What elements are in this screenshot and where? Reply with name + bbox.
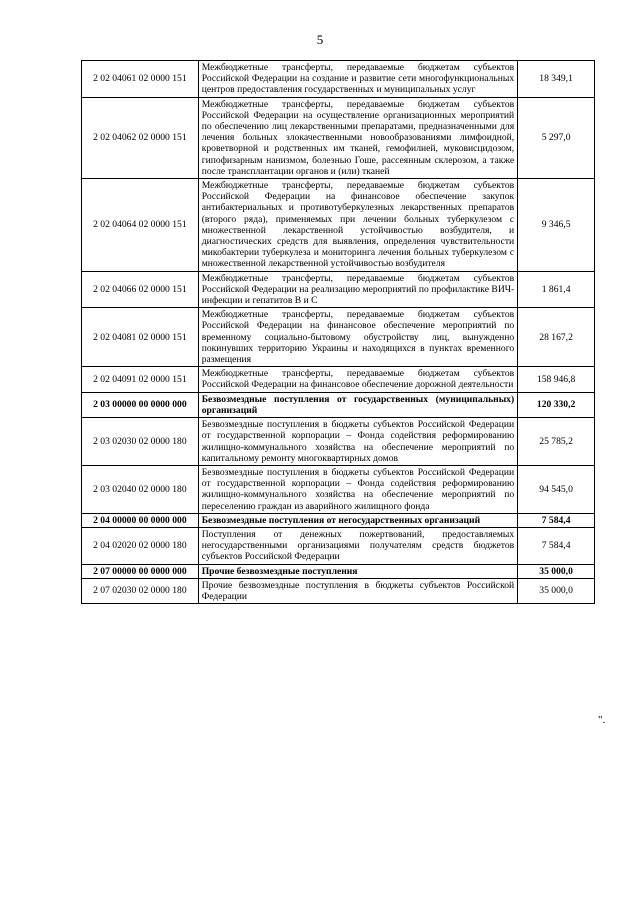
budget-code-cell: 2 03 02040 02 0000 180 — [82, 465, 199, 513]
amount-cell: 9 346,5 — [518, 179, 595, 272]
amount-cell: 120 330,2 — [518, 392, 595, 417]
table-row — [82, 418, 595, 466]
budget-code-cell: 2 02 04061 02 0000 151 — [82, 61, 199, 98]
amount-cell: 35 000,0 — [518, 578, 595, 603]
description-cell: Межбюджетные трансферты, передаваемые бюджетам субъектов Российской Федерации на реализацию мероприятий по профилактике ВИЧ-инфекции и гепатитов В и С — [198, 271, 517, 308]
revenue-table — [81, 60, 595, 604]
table-row — [82, 465, 595, 513]
table-row — [82, 367, 595, 392]
table-row — [82, 527, 595, 564]
closing-quote-mark: ". — [598, 714, 606, 726]
amount-cell: 28 167,2 — [518, 308, 595, 367]
amount-cell: 1 861,4 — [518, 271, 595, 308]
amount-cell: 5 297,0 — [518, 97, 595, 178]
amount-cell: 25 785,2 — [518, 418, 595, 466]
description-cell: Прочие безвозмездные поступления — [198, 564, 517, 578]
description-cell: Безвозмездные поступления от негосударственных организаций — [198, 513, 517, 527]
table-row — [82, 308, 595, 367]
page-number: 5 — [316, 32, 324, 47]
budget-code-cell: 2 02 04066 02 0000 151 — [82, 271, 199, 308]
amount-cell: 94 545,0 — [518, 465, 595, 513]
description-cell: Поступления от денежных пожертвований, предоставляемых негосударственными организациями получателям средств бюджетов субъектов Российской Федерации — [198, 527, 517, 564]
table-row — [82, 271, 595, 308]
table-row — [82, 179, 595, 272]
revenue-table-body — [82, 61, 595, 604]
budget-code-cell: 2 07 00000 00 0000 000 — [82, 564, 199, 578]
table-row — [82, 97, 595, 178]
amount-cell: 7 584,4 — [518, 513, 595, 527]
budget-code-cell: 2 07 02030 02 0000 180 — [82, 578, 199, 603]
description-cell: Безвозмездные поступления в бюджеты субъектов Российской Федерации от государственной корпорации – Фонда содействия реформированию жилищно-коммунального хозяйства на обеспечение мероприятий по переселению граждан из аварийного жилищного фонда — [198, 465, 517, 513]
budget-code-cell: 2 04 00000 00 0000 000 — [82, 513, 199, 527]
amount-cell: 158 946,8 — [518, 367, 595, 392]
amount-cell: 35 000,0 — [518, 564, 595, 578]
table-row — [82, 578, 595, 603]
description-cell: Межбюджетные трансферты, передаваемые бюджетам субъектов Российской Федерации на финансовое обеспечение закупок антибактериальных и противотуберкулезных лекарственных препаратов (второго ряда), применяемых при лечении больных туберкулезом с множественной лекарственной устойчивостью возбудителя, и диагностических средств для выявления, определения чувствительности микобактерии туберкулеза и мониторинга лечения больных туберкулезом с множественной лекарственной устойчивостью возбудителя — [198, 179, 517, 272]
budget-code-cell: 2 04 02020 02 0000 180 — [82, 527, 199, 564]
description-cell: Безвозмездные поступления в бюджеты субъектов Российской Федерации от государственной корпорации – Фонда содействия реформированию жилищно-коммунального хозяйства на обеспечение мероприятий по капитальному ремонту многоквартирных домов — [198, 418, 517, 466]
table-row-group-header — [82, 392, 595, 417]
budget-code-cell: 2 03 02030 02 0000 180 — [82, 418, 199, 466]
budget-code-cell: 2 02 04091 02 0000 151 — [82, 367, 199, 392]
description-cell: Межбюджетные трансферты, передаваемые бюджетам субъектов Российской Федерации на осуществление организационных мероприятий по обеспечению лиц лекарственными препаратами, предназначенными для лечения больных злокачественными новообразованиями лимфоидной, кроветворной и родственных им тканей, гемофилией, муковисцидозом, гипофизарным нанизмом, болезнью Гоше, рассеянным склерозом, а также после трансплантации органов и (или) тканей — [198, 97, 517, 178]
budget-code-cell: 2 02 04064 02 0000 151 — [82, 179, 199, 272]
amount-cell: 7 584,4 — [518, 527, 595, 564]
description-cell: Межбюджетные трансферты, передаваемые бюджетам субъектов Российской Федерации на финансовое обеспечение мероприятий по временному социально-бытовому обустройству лиц, вынужденно покинувших территорию Украины и находящихся в пунктах временного размещения — [198, 308, 517, 367]
description-cell: Безвозмездные поступления от государственных (муниципальных) организаций — [198, 392, 517, 417]
description-cell: Межбюджетные трансферты, передаваемые бюджетам субъектов Российской Федерации на создание и развитие сети многофункциональных центров предоставления государственных и муниципальных услуг — [198, 61, 517, 98]
description-cell: Межбюджетные трансферты, передаваемые бюджетам субъектов Российской Федерации на финансовое обеспечение дорожной деятельности — [198, 367, 517, 392]
budget-code-cell: 2 02 04062 02 0000 151 — [82, 97, 199, 178]
amount-cell: 18 349,1 — [518, 61, 595, 98]
table-row-group-header — [82, 513, 595, 527]
table-row — [82, 61, 595, 98]
budget-code-cell: 2 03 00000 00 0000 000 — [82, 392, 199, 417]
table-row-group-header — [82, 564, 595, 578]
budget-code-cell: 2 02 04081 02 0000 151 — [82, 308, 199, 367]
description-cell: Прочие безвозмездные поступления в бюджеты субъектов Российской Федерации — [198, 578, 517, 603]
